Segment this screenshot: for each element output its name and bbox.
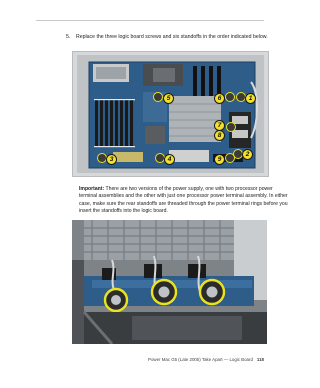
header-rule <box>36 20 264 21</box>
callout-7: 7 <box>214 120 225 131</box>
callout-3: 3 <box>106 154 117 165</box>
callout-8: 8 <box>214 130 225 141</box>
page-footer <box>148 357 264 362</box>
step-text: Replace the three logic board screws and six standoffs in the order indicated below. <box>76 34 268 40</box>
important-note <box>79 186 288 216</box>
step-number: 5. <box>66 34 71 40</box>
footer-title: Power Mac G5 (Late 2005) Take Apart — Logic Board <box>148 357 253 362</box>
standoff-screw-7 <box>226 122 236 132</box>
callout-2: 2 <box>242 149 253 160</box>
callout-5: 5 <box>163 93 174 104</box>
important-line-3: case, make sure the rear standoffs are threaded through the power terminal rings before you <box>79 200 288 207</box>
callout-4: 4 <box>164 154 175 165</box>
important-text-1: There are two versions of the power supply, one with two processor power <box>105 186 273 192</box>
power-supply-photo <box>72 220 267 344</box>
power-supply-illustration <box>72 220 267 344</box>
important-line-1 <box>79 186 273 193</box>
callout-1: 1 <box>245 93 256 104</box>
important-lead: Important: <box>79 186 105 192</box>
callout-6: 6 <box>214 93 225 104</box>
important-line-4: insert the standoffs into the logic board. <box>79 208 168 215</box>
callout-9: 9 <box>214 154 225 165</box>
standoff-screw-5 <box>153 92 163 102</box>
standoff-screw-6 <box>225 92 235 102</box>
important-line-2: terminal assemblies and the other with just one processor power terminal assembly. In either <box>79 193 288 200</box>
page-number: 118 <box>256 357 264 362</box>
logic-board-photo <box>72 51 269 177</box>
standoff-screw-9 <box>225 153 235 163</box>
